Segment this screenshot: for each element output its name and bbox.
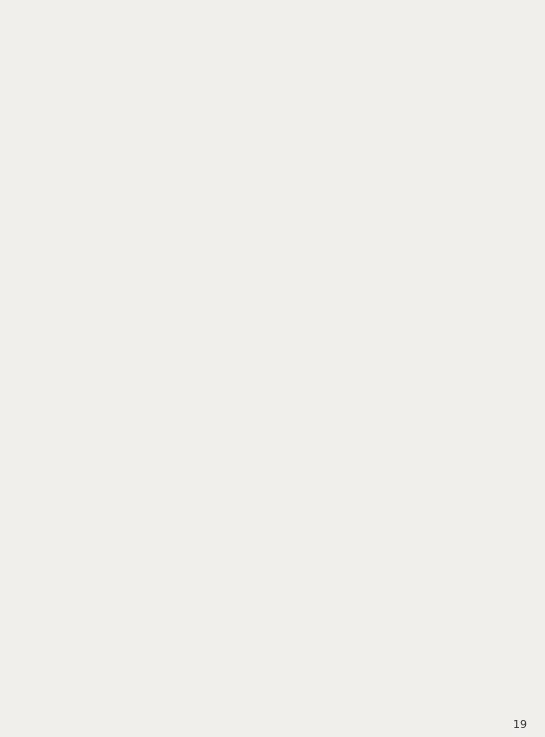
right-column: [282, 6, 538, 14]
page-number: 19: [513, 718, 527, 731]
